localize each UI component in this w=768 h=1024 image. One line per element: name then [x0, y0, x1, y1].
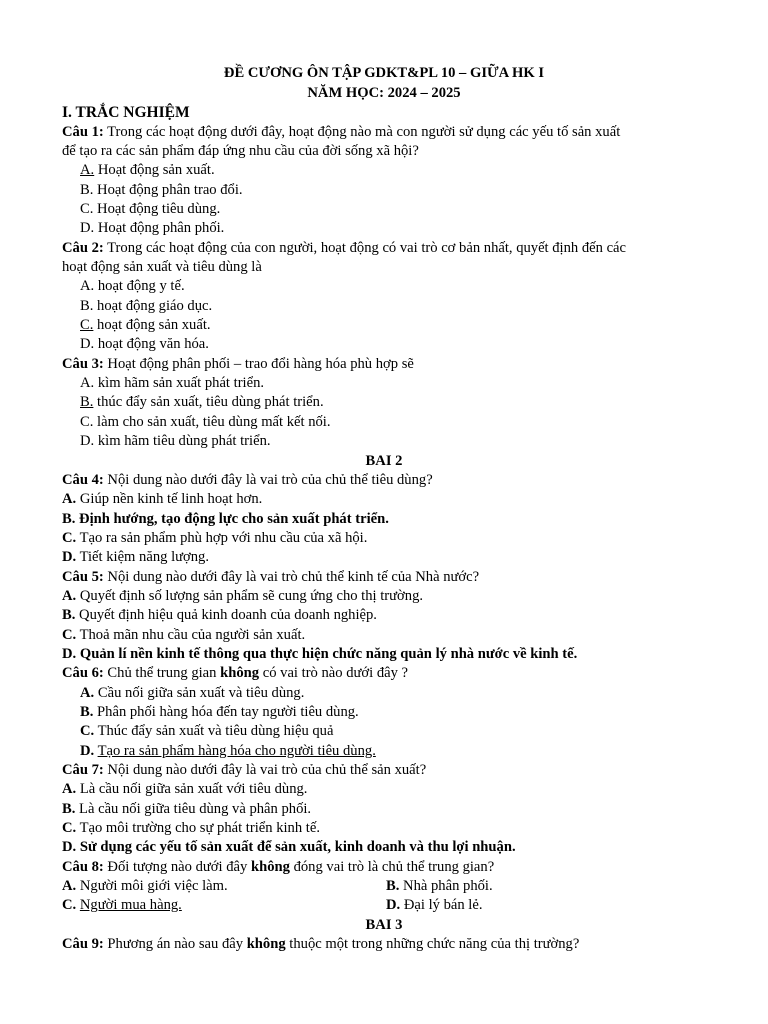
question-4: Câu 4: Nội dung nào dưới đây là vai trò của chủ thể tiêu dùng? [62, 472, 433, 488]
q5-option-d: D. Quản lí nền kinh tế thông qua thực hiện chức năng quản lý nhà nước về kinh tế. [62, 646, 578, 662]
section-heading: I. TRẮC NGHIỆM [62, 104, 190, 121]
question-2: Câu 2: Trong các hoạt động của con người, hoạt động có vai trò cơ bản nhất, quyết định đến các [62, 240, 627, 256]
doc-subtitle: NĂM HỌC: 2024 – 2025 [307, 85, 461, 101]
question-9: Câu 9: Phương án nào sau đây không thuộc một trong những chức năng của thị trường? [62, 936, 580, 952]
q2-option-b: B. hoạt động giáo dục. [80, 298, 213, 314]
q3-option-a: A. kìm hãm sản xuất phát triển. [80, 375, 265, 391]
question-6: Câu 6: Chủ thể trung gian không có vai trò nào dưới đây ? [62, 665, 409, 681]
q1-option-a: A. Hoạt động sản xuất. [80, 162, 215, 178]
q8-option-c: C. Người mua hàng. [62, 897, 182, 913]
question-1-cont: để tạo ra các sản phẩm đáp ứng nhu cầu của đời sống xã hội? [62, 143, 419, 159]
q7-option-d: D. Sử dụng các yếu tố sản xuất để sản xuất, kinh doanh và thu lợi nhuận. [62, 839, 516, 855]
q4-option-d: D. Tiết kiệm năng lượng. [62, 549, 209, 565]
question-1: Câu 1: Trong các hoạt động dưới đây, hoạt động nào mà con người sử dụng các yếu tố sản xuất [62, 124, 621, 140]
q1-option-c: C. Hoạt động tiêu dùng. [80, 201, 221, 217]
q5-option-a: A. Quyết định số lượng sản phẩm sẽ cung ứng cho thị trường. [62, 588, 424, 604]
q7-option-c: C. Tạo môi trường cho sự phát triển kinh tế. [62, 820, 320, 836]
q8-option-a: A. Người môi giới việc làm. [62, 878, 228, 894]
question-3: Câu 3: Hoạt động phân phối – trao đổi hàng hóa phù hợp sẽ [62, 356, 414, 372]
q6-option-b: B. Phân phối hàng hóa đến tay người tiêu dùng. [80, 704, 359, 720]
question-2-cont: hoạt động sản xuất và tiêu dùng là [62, 259, 262, 275]
q3-option-c: C. làm cho sản xuất, tiêu dùng mất kết nối. [80, 414, 331, 430]
q7-option-b: B. Là cầu nối giữa tiêu dùng và phân phối. [62, 801, 312, 817]
q4-option-a: A. Giúp nền kinh tế linh hoạt hơn. [62, 491, 263, 507]
q6-option-c: C. Thúc đẩy sản xuất và tiêu dùng hiệu quả [80, 723, 334, 739]
q6-option-d: D. Tạo ra sản phẩm hàng hóa cho người tiêu dùng. [80, 743, 376, 759]
question-8: Câu 8: Đối tượng nào dưới đây không đóng vai trò là chủ thể trung gian? [62, 859, 495, 875]
q3-option-d: D. kìm hãm tiêu dùng phát triển. [80, 433, 271, 449]
question-7: Câu 7: Nội dung nào dưới đây là vai trò của chủ thể sản xuất? [62, 762, 427, 778]
part-heading-bai2: BAI 2 [365, 453, 403, 469]
q2-option-a: A. hoạt động y tế. [80, 278, 185, 294]
q2-option-c: C. hoạt động sản xuất. [80, 317, 211, 333]
q8-option-b: B. Nhà phân phối. [386, 878, 493, 894]
doc-title: ĐỀ CƯƠNG ÔN TẬP GDKT&PL 10 – GIỮA HK I [223, 65, 545, 81]
q1-option-d: D. Hoạt động phân phối. [80, 220, 225, 236]
q4-option-b: B. Định hướng, tạo động lực cho sản xuất phát triển. [62, 511, 389, 527]
q5-option-b: B. Quyết định hiệu quả kinh doanh của doanh nghiệp. [62, 607, 377, 623]
q2-option-d: D. hoạt động văn hóa. [80, 336, 209, 352]
q4-option-c: C. Tạo ra sản phẩm phù hợp với nhu cầu của xã hội. [62, 530, 368, 546]
q1-option-b: B. Hoạt động phân trao đổi. [80, 182, 243, 198]
q3-option-b: B. thúc đẩy sản xuất, tiêu dùng phát triển. [80, 394, 324, 410]
q8-option-d: D. Đại lý bán lẻ. [386, 897, 483, 913]
q7-option-a: A. Là cầu nối giữa sản xuất với tiêu dùng. [62, 781, 308, 797]
q5-option-c: C. Thoả mãn nhu cầu của người sản xuất. [62, 627, 306, 643]
q6-option-a: A. Cầu nối giữa sản xuất và tiêu dùng. [80, 685, 305, 701]
question-5: Câu 5: Nội dung nào dưới đây là vai trò chủ thể kinh tế của Nhà nước? [62, 569, 480, 585]
part-heading-bai3: BAI 3 [365, 917, 403, 933]
